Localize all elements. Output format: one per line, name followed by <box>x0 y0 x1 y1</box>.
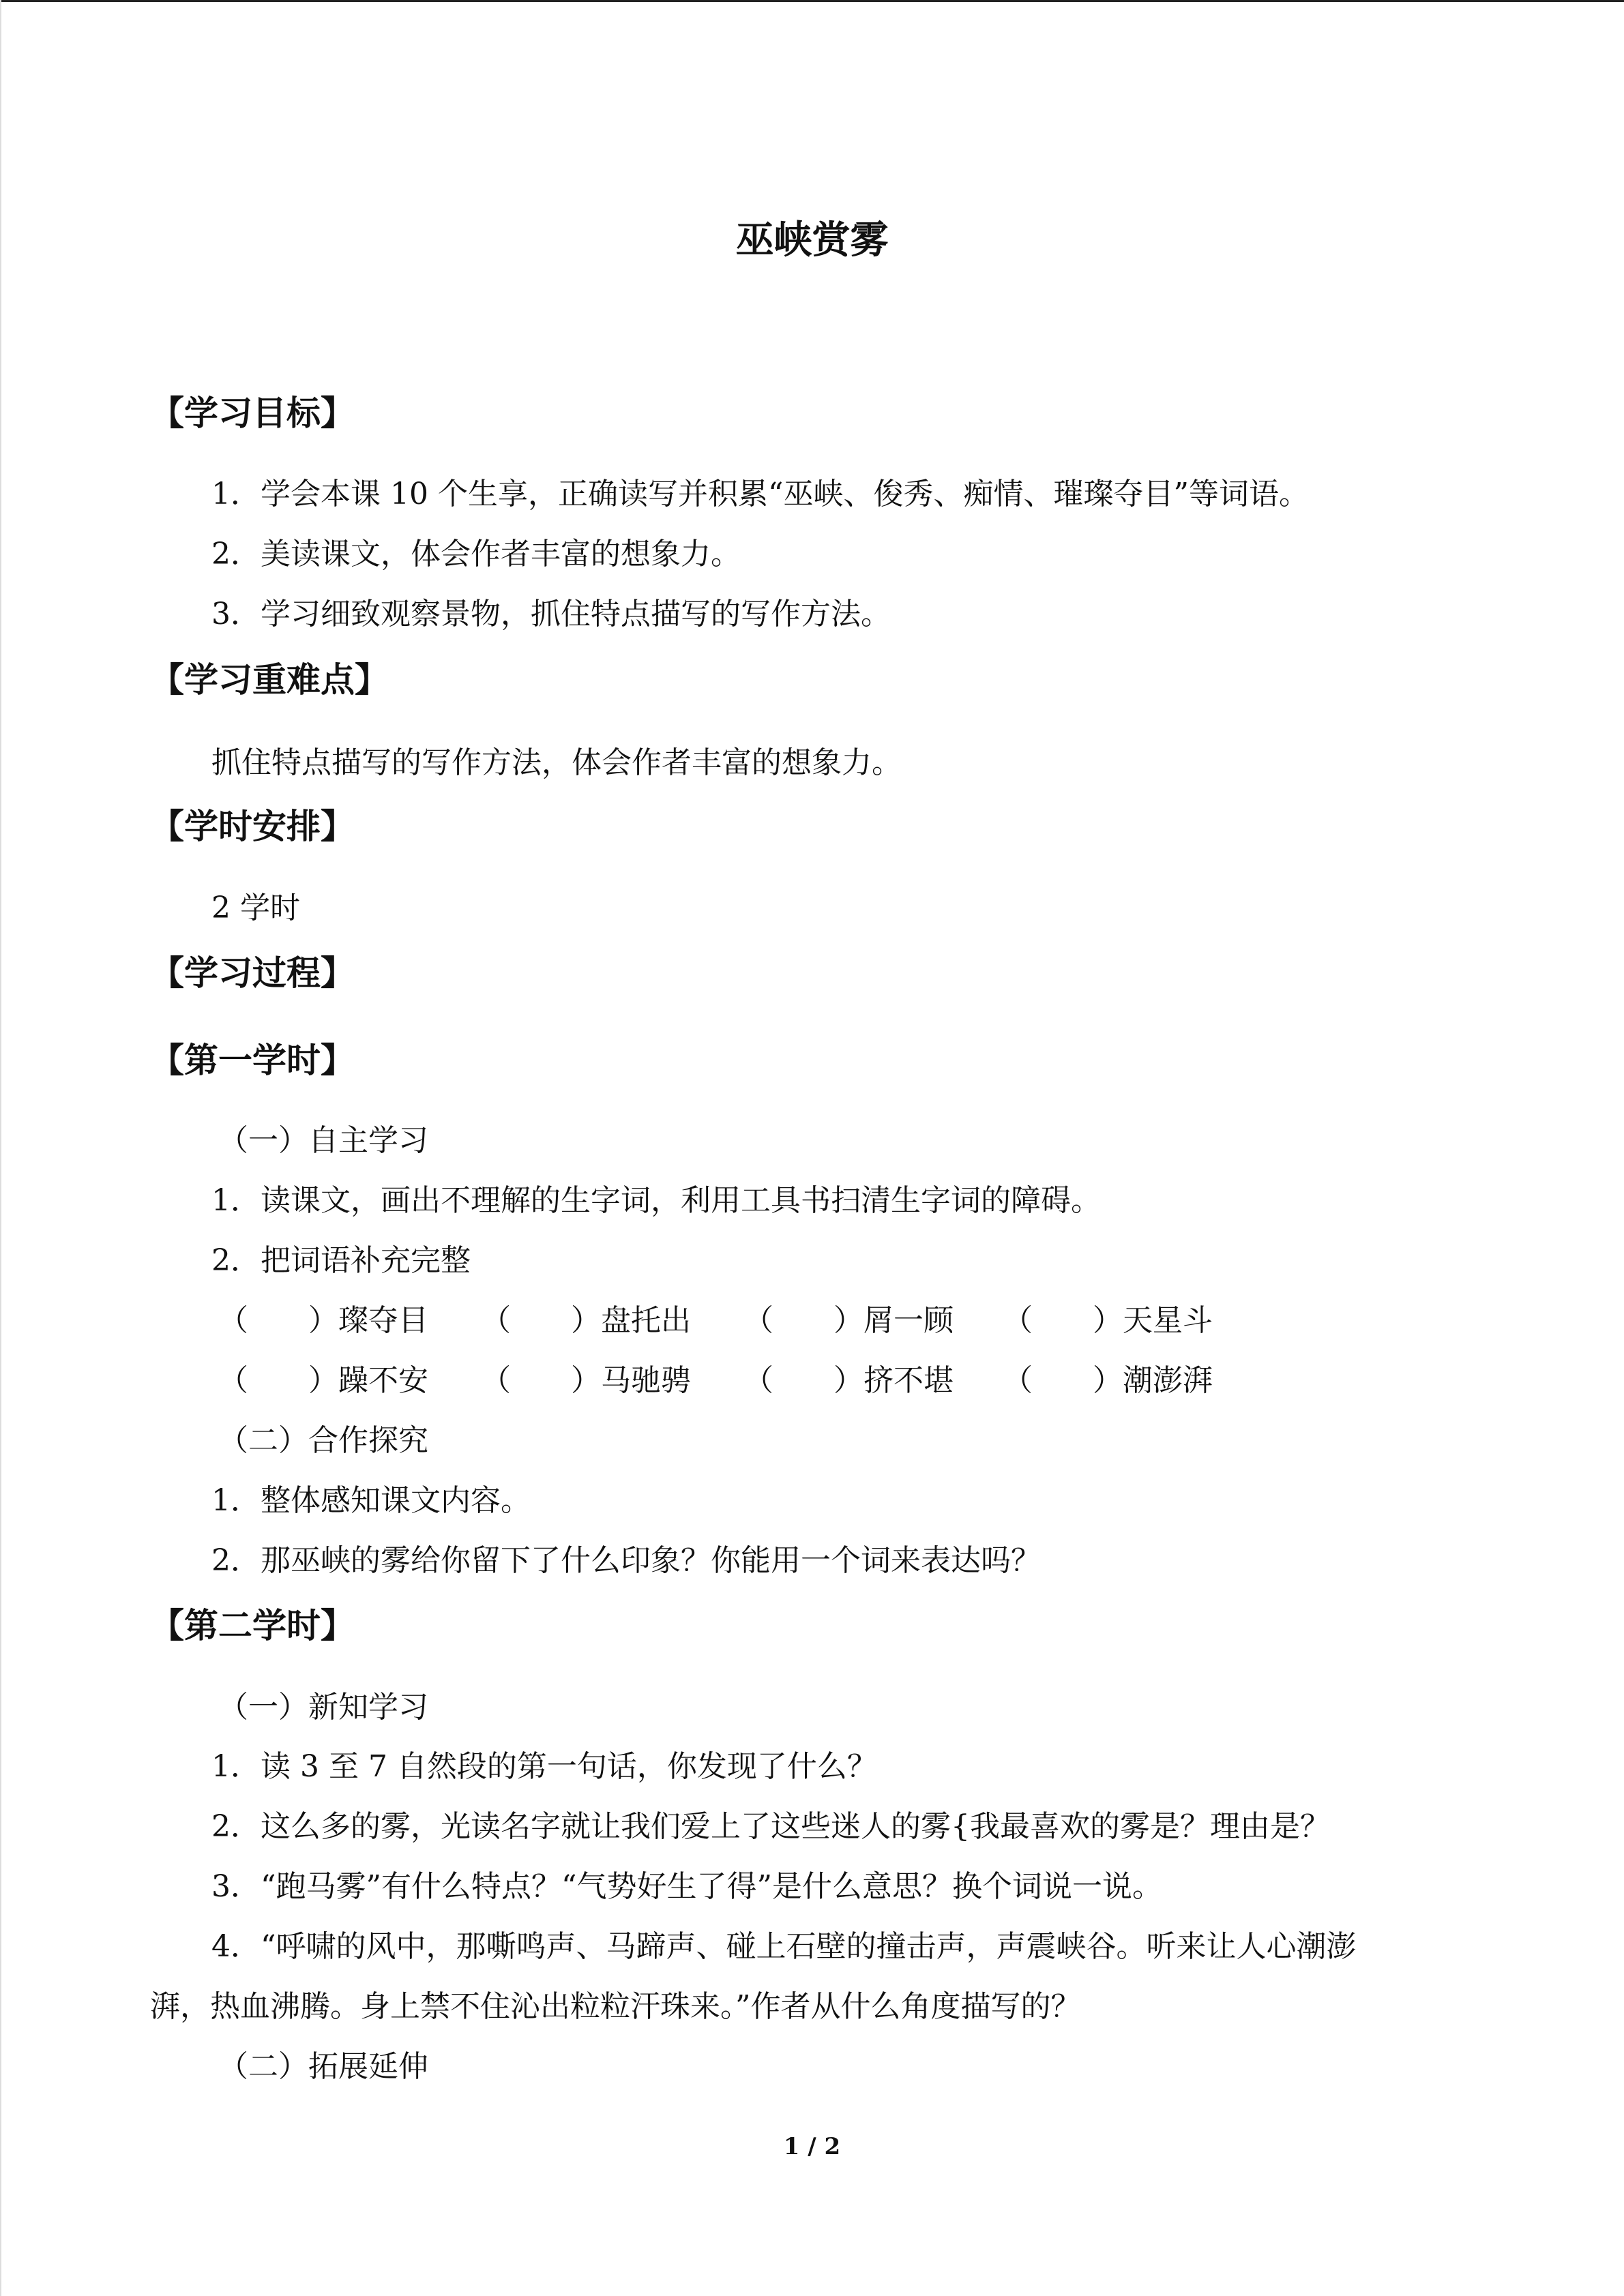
heading-process: 【学习过程】 <box>150 953 355 993</box>
heading-lesson1: 【第一学时】 <box>150 1040 355 1080</box>
keypoints-text: 抓住特点描写的写作方法，体会作者丰富的想象力。 <box>211 745 902 780</box>
fill-blank: （ ）璨夺目 <box>218 1303 428 1338</box>
lesson2-item: 1．读 3 至 7 自然段的第一句话，你发现了什么？ <box>211 1749 877 1784</box>
goal-item: 1．学会本课 10 个生享，正确读写并积累“巫峡、俊秀、痴情、璀璨夺目”等词语。 <box>211 477 1309 511</box>
left-border <box>0 0 1 2296</box>
goal-item: 2．美读课文，体会作者丰富的想象力。 <box>211 537 741 571</box>
lesson2-part1-title: （一）新知学习 <box>218 1690 428 1725</box>
heading-lesson2: 【第二学时】 <box>150 1605 355 1645</box>
lesson1-item: 1．整体感知课文内容。 <box>211 1483 531 1518</box>
page-number: 1 / 2 <box>783 2133 841 2160</box>
fill-blank: （ ）挤不堪 <box>743 1363 954 1398</box>
schedule-text: 2 学时 <box>211 891 300 925</box>
goal-item: 3．学习细致观察景物，抓住特点描写的写作方法。 <box>211 597 891 631</box>
fill-blank: （ ）潮澎湃 <box>1003 1363 1213 1398</box>
fill-blank: （ ）屑一顾 <box>743 1303 954 1338</box>
top-border <box>0 0 1624 2</box>
lesson1-item: 2．那巫峡的雾给你留下了什么印象？你能用一个词来表达吗？ <box>211 1543 1041 1578</box>
heading-keypoints: 【学习重难点】 <box>150 659 389 700</box>
heading-schedule: 【学时安排】 <box>150 806 355 846</box>
lesson2-item-continued: 湃，热血沸腾。身上禁不住沁出粒粒汗珠来。”作者从什么角度描写的？ <box>150 1989 1081 2024</box>
lesson1-part1-title: （一）自主学习 <box>218 1123 428 1158</box>
lesson1-part2-title: （二）合作探究 <box>218 1423 428 1458</box>
fill-blank: （ ）天星斗 <box>1003 1303 1213 1338</box>
lesson2-item: 2．这么多的雾，光读名字就让我们爱上了这些迷人的雾{我最喜欢的雾是？理由是？ <box>211 1809 1330 1844</box>
lesson1-item: 1．读课文，画出不理解的生字词，利用工具书扫清生字词的障碍。 <box>211 1183 1101 1218</box>
fill-blank: （ ）躁不安 <box>218 1363 428 1398</box>
lesson1-item: 2．把词语补充完整 <box>211 1243 471 1278</box>
heading-goals: 【学习目标】 <box>150 393 355 433</box>
fill-blank: （ ）盘托出 <box>481 1303 691 1338</box>
fill-blank: （ ）马驰骋 <box>481 1363 691 1398</box>
page-title: 巫峡赏雾 <box>735 218 889 263</box>
lesson2-item: 4．“呼啸的风中，那嘶鸣声、马蹄声、碰上石壁的撞击声，声震峡谷。听来让人心潮澎 <box>211 1929 1357 1964</box>
lesson2-part2-title: （二）拓展延伸 <box>218 2049 428 2084</box>
lesson2-item: 3．“跑马雾”有什么特点？“气势好生了得”是什么意思？换个词说一说。 <box>211 1869 1162 1904</box>
